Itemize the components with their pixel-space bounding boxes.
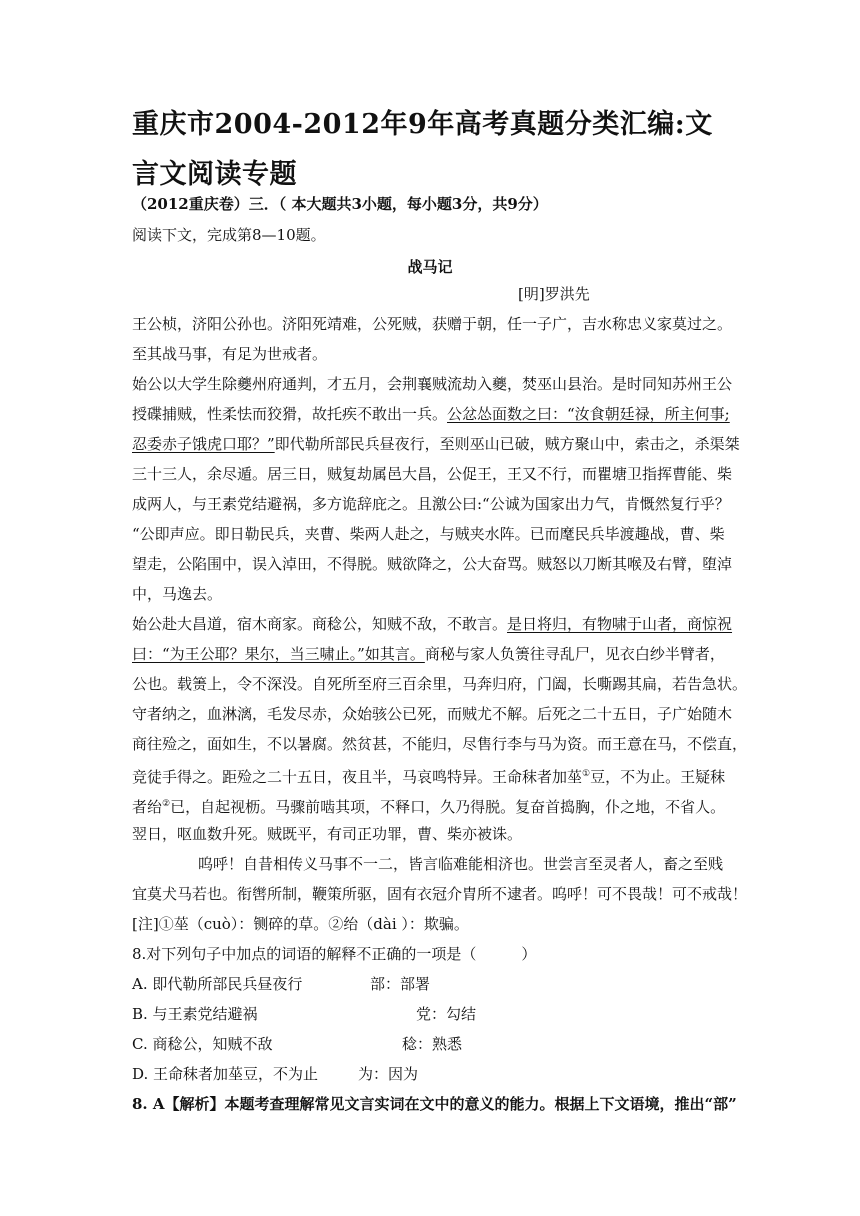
question-text: 8.对下列句子中加点的词语的解释不正确的一项是（ ） <box>132 945 537 963</box>
passage-text: 竞徒手得之。距殓之二十五日，夜且半，马哀鸣特异。王命秣者加莝 <box>132 768 583 786</box>
passage-line: 守者纳之，血淋漓，毛发尽赤，众始骇公已死，而贼尤不解。后死之二十五日，子广始随木 <box>132 705 733 723</box>
passage-text: 始公赴大昌道，宿木商家。商稔公，知贼不敌，不敢言。 <box>132 615 508 633</box>
passage-title: 战马记 <box>407 258 453 276</box>
option-a-meaning: 部：部署 <box>370 975 431 993</box>
passage-line: 公也。载箦上，令不深没。自死所至府三百余里，马奔归府，门阖，长嘶踢其扁，若告急状。 <box>132 675 748 693</box>
document-title: 重庆市2004-2012年9年高考真题分类汇编:文言文阅读专题 <box>132 109 713 190</box>
passage-text: 者绐 <box>132 798 163 816</box>
passage-line <box>132 433 740 455</box>
footnote-marker: ① <box>582 769 591 779</box>
passage-line: 宜莫犬马若也。衔辔所制，鞭策所驱，固有衣冠介胄所不逮者。呜呼！可不畏哉！可不戒哉！ <box>132 885 748 903</box>
underlined-sentence: 曰：“为王公耶？果尔，当三啸止。”如其言。 <box>132 645 425 663</box>
passage-text: 商秘与家人负箦往寻乱尸，见衣白纱半臂者， <box>424 645 725 663</box>
passage-line: 中，马逸去。 <box>132 585 223 603</box>
option-a-text: A. 即代勒所部民兵昼夜行 <box>132 975 303 993</box>
passage-line <box>132 643 725 665</box>
option-b-meaning: 党：勾结 <box>416 1005 477 1023</box>
passage-line <box>132 403 730 425</box>
passage-line: 成两人，与王素党结避祸，多方诡辞庇之。且激公曰:“公诚为国家出力气，肯慨然复行乎？ <box>132 495 730 513</box>
passage-line: 始公以大学生除夔州府通判，才五月，会荆襄贼流劫入夔，焚巫山县治。是时同知苏州王公 <box>132 375 733 393</box>
passage-line <box>132 793 725 818</box>
passage-line: 望走，公陷围中，误入淖田，不得脱。贼欲降之，公大奋骂。贼怒以刀断其喉及右臂，堕淖 <box>132 555 733 573</box>
passage-line <box>132 613 732 635</box>
instruction-text: 阅读下文，完成第8—10题。 <box>132 226 326 244</box>
passage-author: [明]罗洪先 <box>518 285 590 303</box>
passage-text: 豆，不为止。王疑秣 <box>590 768 726 786</box>
footnote-marker: ② <box>162 799 171 809</box>
option-d-meaning: 为：因为 <box>358 1065 419 1083</box>
underlined-sentence: 是日将归，有物啸于山者，商惊祝 <box>507 615 733 633</box>
answer-explanation: 8. A【解析】本题考查理解常见文言实词在文中的意义的能力。根据上下文语境，推出“部” <box>132 1095 737 1113</box>
section-header: （2012重庆卷）三．（ 本大题共3小题，每小题3分，共9分） <box>132 195 548 213</box>
passage-line: 呜呼！自昔相传义马事不一二，皆言临难能相济也。世尝言至灵者人，畜之至贱 <box>198 855 724 873</box>
option-c-text: C. 商稔公，知贼不敌 <box>132 1035 273 1053</box>
passage-text: 即代勒所部民兵昼夜行，至则巫山已破，贼方聚山中，索击之，杀渠桀 <box>274 435 740 453</box>
option-d-text: D. 王命秣者加莝豆，不为止 <box>132 1065 319 1083</box>
passage-line: “公即声应。即日勒民兵，夹曹、柴两人赴之，与贼夹水阵。已而麾民兵毕渡趣战，曹、柴 <box>132 525 725 543</box>
passage-text: 已，自起视枥。马骤前啮其项，不释口，久乃得脱。复奋首捣胸，仆之地，不省人。 <box>170 798 726 816</box>
passage-line: 商往殓之，面如生，不以暑腐。然贫甚，不能归，尽售行李与马为资。而王意在马，不偿直， <box>132 735 748 753</box>
option-b-text: B. 与王素党结避祸 <box>132 1005 258 1023</box>
underlined-sentence: 忍委赤子饿虎口耶？” <box>132 435 275 453</box>
passage-line: 王公桢，济阳公孙也。济阳死靖难，公死贼，获赠于朝，任一子广，吉水称忠义家莫过之。 <box>132 315 733 333</box>
footnote: [注]①莝（cuò）：铡碎的草。②绐（dài ）：欺骗。 <box>132 915 469 933</box>
passage-line: 翌日，呕血数升死。贼既平，有司正功罪，曹、柴亦被诛。 <box>132 825 523 843</box>
passage-line <box>132 763 725 788</box>
underlined-sentence: 公忿怂面数之曰：“汝食朝廷禄，所主何事; <box>447 405 730 423</box>
option-c-meaning: 稔：熟悉 <box>402 1035 463 1053</box>
passage-line: 至其战马事，有足为世戒者。 <box>132 345 328 363</box>
passage-text: 授碟捕贼，性柔怯而狡猾，故托疾不敢出一兵。 <box>132 405 448 423</box>
passage-line: 三十三人，余尽遁。居三日，贼复劫属邑大昌，公促王，王又不行，而瞿塘卫指挥曹能、柴 <box>132 465 733 483</box>
